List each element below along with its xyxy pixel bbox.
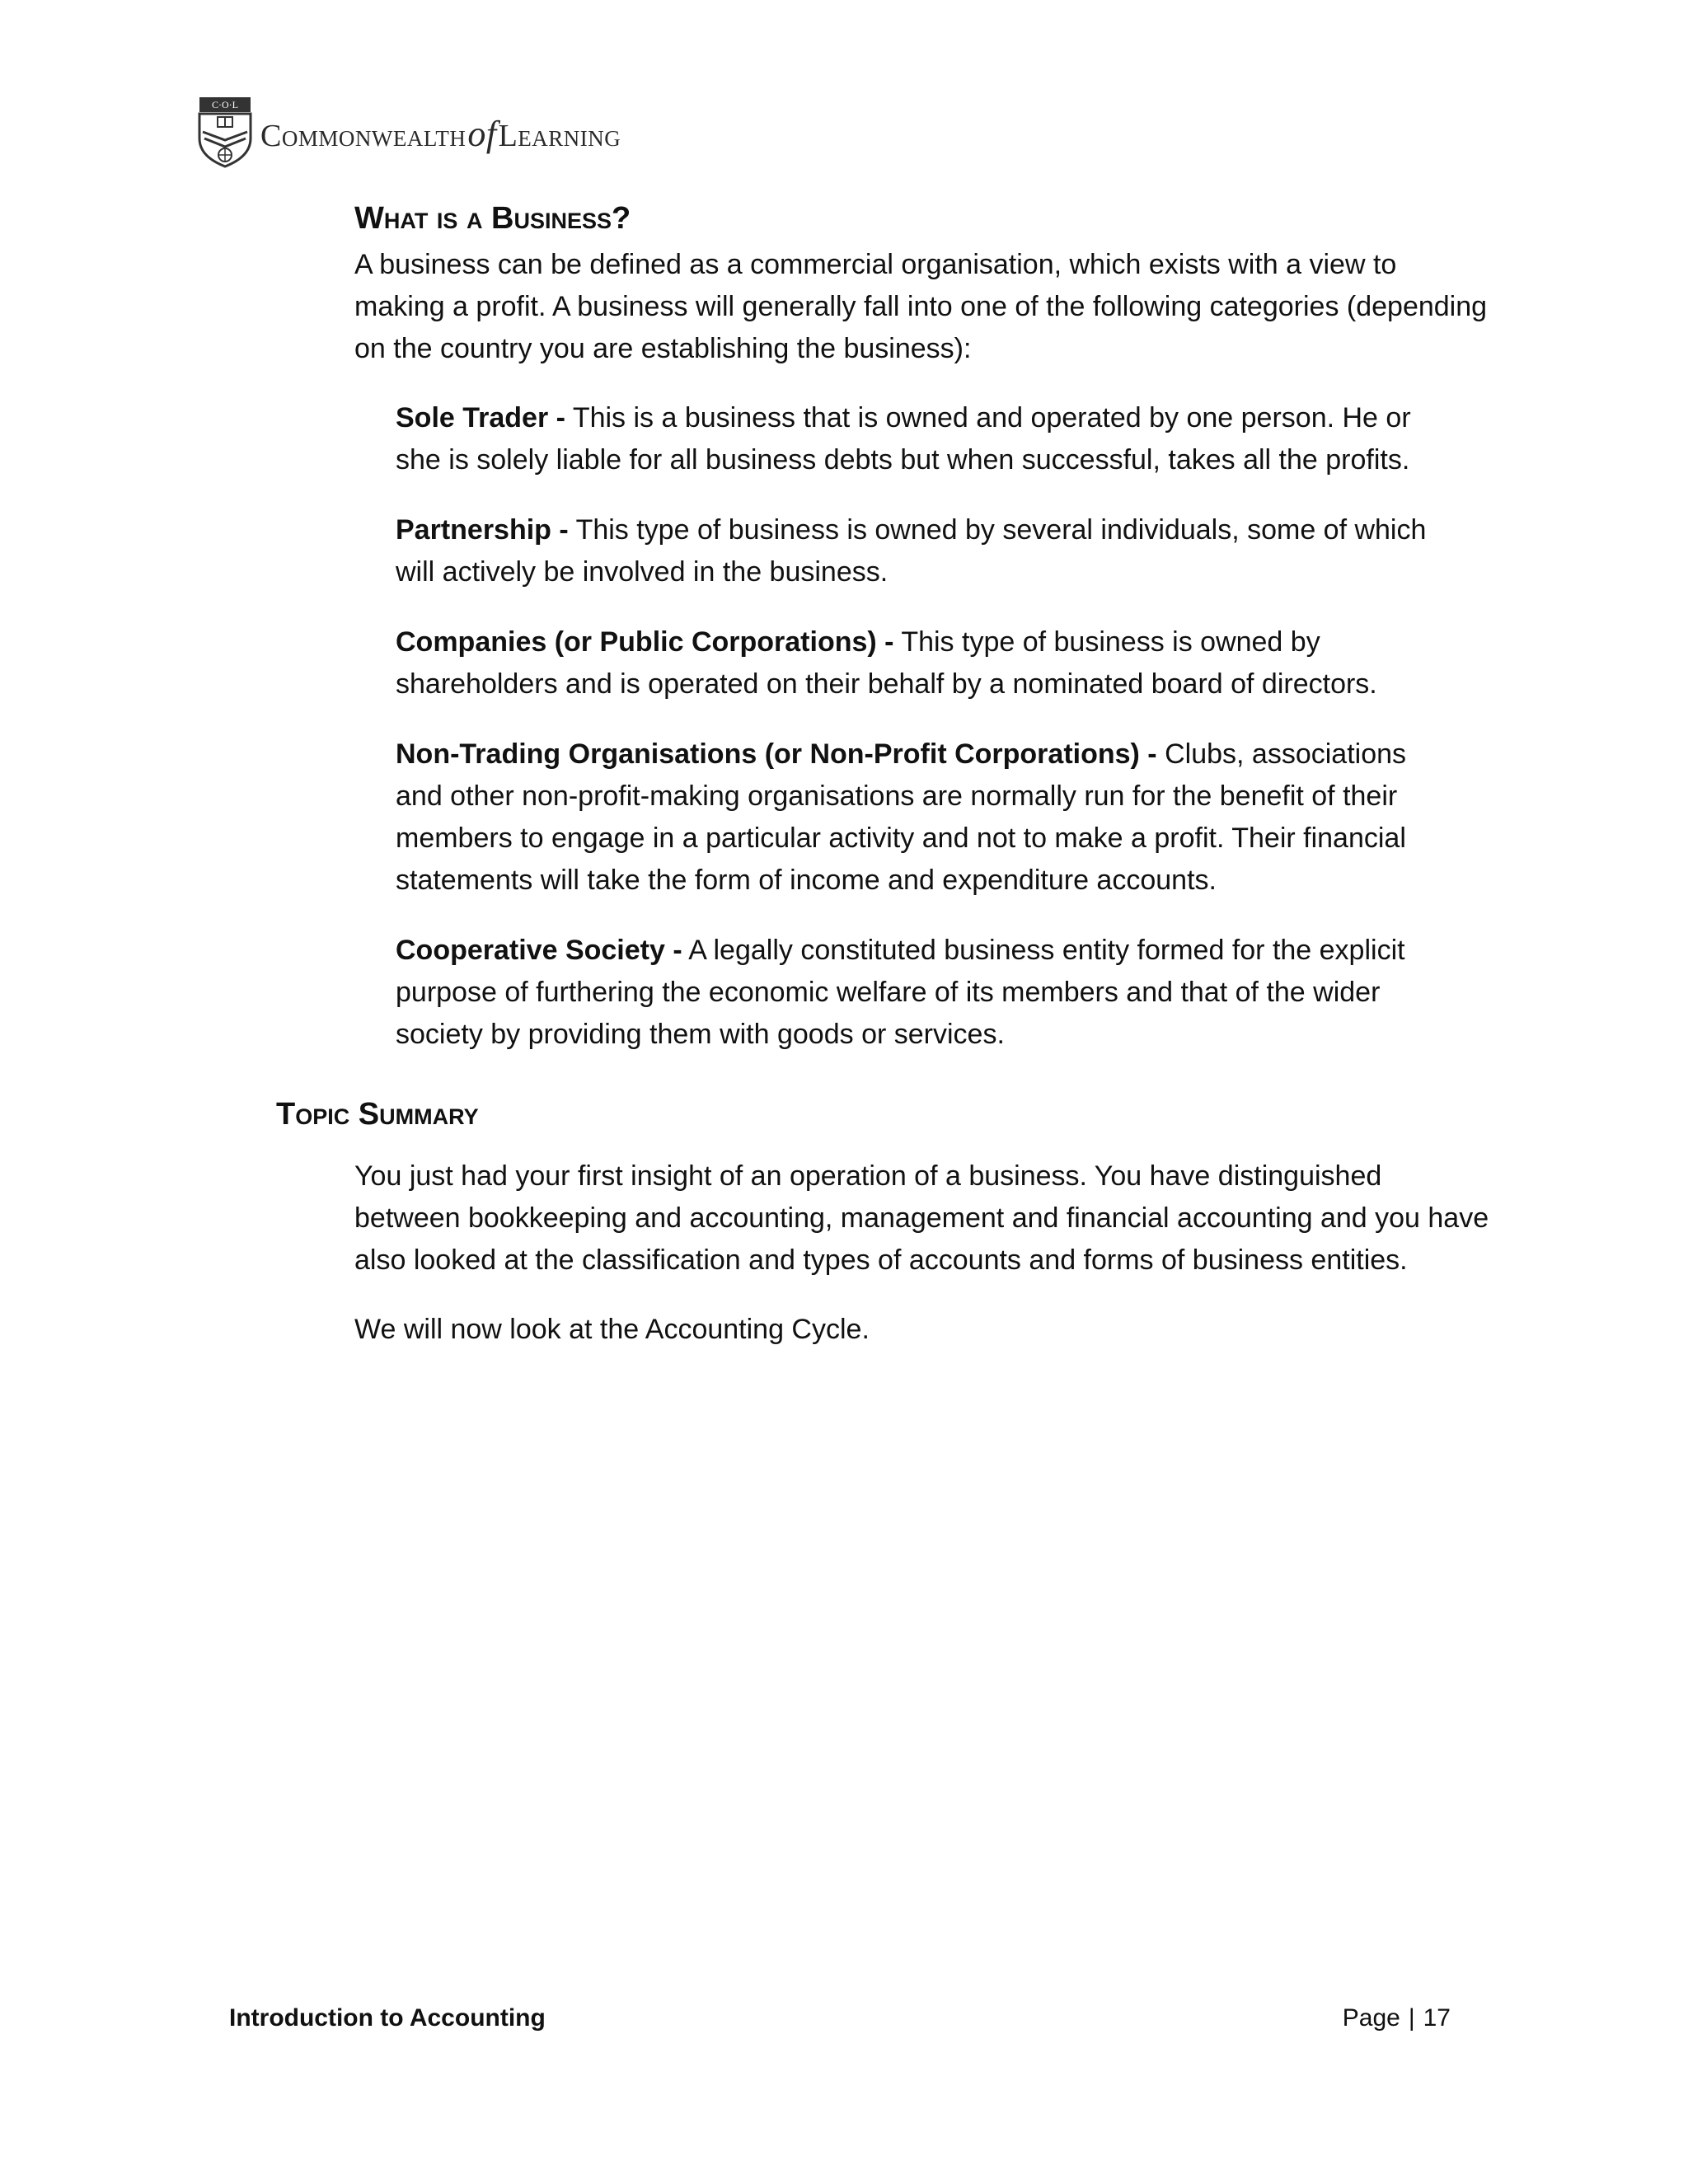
- page-separator: |: [1408, 2004, 1415, 2032]
- footer-title: Introduction to Accounting: [229, 2004, 546, 2032]
- logo-text-learning: Learning: [498, 119, 621, 153]
- entry-term: Sole Trader -: [396, 402, 565, 434]
- entry-partnership: [396, 509, 1451, 593]
- page-label: Page: [1342, 2004, 1400, 2032]
- section-heading: What is a Business?: [354, 201, 631, 236]
- logo-abbrev: C·O·L: [212, 99, 238, 110]
- entry-term: Non-Trading Organisations (or Non-Profit Corporations) -: [396, 738, 1157, 770]
- entry-companies: [396, 621, 1451, 705]
- entry-text: This type of business is owned by shareholders and is operated on their behalf by a nominated board of directors.: [396, 626, 1377, 700]
- col-logo: [196, 96, 621, 168]
- page-number: 17: [1423, 2004, 1451, 2032]
- entry-term: Cooperative Society -: [396, 935, 682, 966]
- summary-paragraph-1: You just had your first insight of an operation of a business. You have distinguished between bookkeeping and accounting, management and financial accounting and you have also looked at the classification and types of accounts and forms of business entities.: [354, 1160, 1489, 1276]
- intro-paragraph: A business can be defined as a commercial organisation, which exists with a view to making a profit. A business will generally fall into one of the following categories (depending on the country you are establishing the business):: [354, 249, 1488, 364]
- entry-cooperative: [396, 930, 1451, 1056]
- shield-crest-icon: [196, 96, 254, 168]
- entry-text: This is a business that is owned and operated by one person. He or she is solely liable for all business debts but when successful, takes all the profits.: [396, 402, 1411, 476]
- entry-non-trading: [396, 733, 1451, 902]
- entry-term: Partnership -: [396, 514, 569, 546]
- entry-term: Companies (or Public Corporations) -: [396, 626, 894, 658]
- entry-text: A legally constituted business entity formed for the explicit purpose of furthering the economic welfare of its members and that of the wider society by providing them with goods or services.: [396, 935, 1405, 1050]
- logo-wordmark: [260, 116, 621, 152]
- entry-sole-trader: [396, 397, 1451, 481]
- summary-heading: Topic Summary: [276, 1097, 479, 1132]
- summary-paragraph-2: We will now look at the Accounting Cycle.: [354, 1314, 870, 1345]
- logo-text-of: of: [467, 114, 497, 154]
- logo-text-commonwealth: Commonwealth: [260, 119, 467, 153]
- entry-text: This type of business is owned by several individuals, some of which will actively be involved in the business.: [396, 514, 1427, 588]
- footer-page-number: [1343, 2004, 1451, 2032]
- entry-text: Clubs, associations and other non-profit-making organisations are normally run for the benefit of their members to engage in a particular activity and not to make a profit. Their financial statements will take the form of income and expenditure accounts.: [396, 738, 1407, 896]
